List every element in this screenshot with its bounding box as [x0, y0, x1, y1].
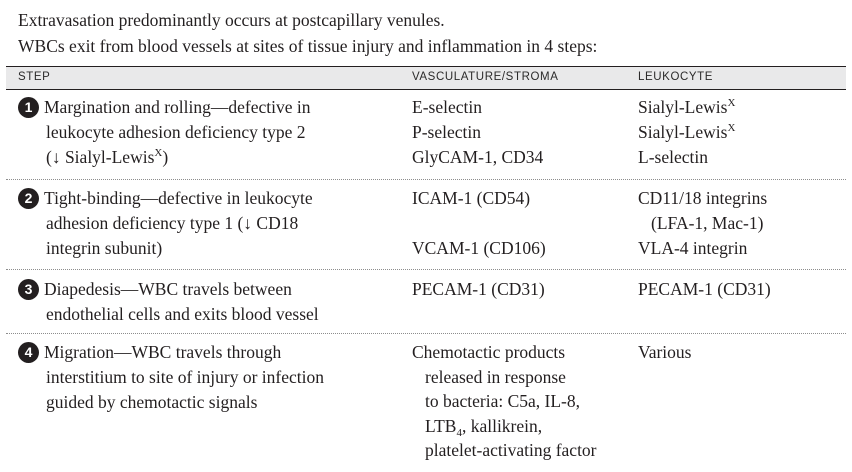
step-text: Migration—WBC travels through: [44, 342, 282, 362]
step-line: [18, 145, 310, 170]
step-line: endothelial cells and exits blood vessel: [46, 304, 319, 324]
step-text: Diapedesis—WBC travels between: [44, 279, 292, 299]
step-line: [18, 95, 310, 120]
leukocyte-item: CD11/18 integrins: [638, 188, 768, 208]
leukocyte-item: [638, 95, 735, 120]
vasculature-item: E-selectin: [412, 97, 482, 117]
vasculature-item: released in response: [425, 366, 566, 387]
vasculature-item: P-selectin: [412, 122, 482, 142]
superscript: X: [727, 122, 736, 134]
leukocyte-item: (LFA-1, Mac-1): [651, 213, 764, 233]
leukocyte-cell: [638, 186, 767, 261]
step-line: [18, 277, 319, 302]
leukocyte-text: Sialyl-Lewis: [638, 122, 728, 142]
step-line: integrin subunit): [46, 238, 163, 258]
header-vasculature: VASCULATURE/STROMA: [412, 71, 559, 83]
row-divider: [6, 179, 846, 180]
step-text: Margination and rolling—defective in: [44, 97, 311, 117]
subscript: 4: [456, 426, 462, 439]
leukocyte-item: PECAM-1 (CD31): [638, 279, 771, 299]
vasculature-item: platelet-activating factor: [425, 440, 597, 460]
leukocyte-item: [638, 120, 735, 145]
leukocyte-text: Sialyl-Lewis: [638, 97, 728, 117]
vasculature-item: Chemotactic products: [412, 342, 566, 362]
header-leukocyte: LEUKOCYTE: [638, 71, 714, 83]
intro-line-2: WBCs exit from blood vessels at sites of tissue injury and inflammation in 4 steps:: [18, 36, 598, 56]
step-text: (↓ Sialyl-Lewis: [46, 147, 155, 167]
leukocyte-item: VLA-4 integrin: [638, 238, 748, 258]
vasculature-item: to bacteria: C5a, IL-8,: [425, 391, 581, 411]
step-line: interstitium to site of injury or infection: [46, 367, 325, 387]
row-divider: [6, 269, 846, 270]
vasculature-item: [412, 414, 597, 439]
step-text: ): [162, 147, 169, 167]
step-cell: [18, 277, 319, 327]
step-line: leukocyte adhesion deficiency type 2: [46, 122, 306, 142]
header-step: STEP: [18, 71, 51, 83]
leukocyte-cell: [638, 277, 771, 302]
step-line: [18, 340, 324, 365]
superscript: X: [727, 97, 736, 109]
step-line: guided by chemotactic signals: [46, 392, 258, 412]
vasculature-text: , kallikrein,: [461, 415, 543, 436]
step-text: Tight-binding—defective in leukocyte: [44, 188, 313, 208]
vasculature-item: PECAM-1 (CD31): [412, 279, 545, 299]
leukocyte-item: L-selectin: [638, 147, 708, 167]
superscript: X: [154, 147, 163, 159]
vasculature-item: VCAM-1 (CD106): [412, 238, 546, 258]
vasculature-cell: [412, 95, 543, 170]
step-cell: [18, 95, 310, 170]
step-number-badge: 4: [18, 342, 39, 363]
vasculature-cell: [412, 186, 546, 261]
table-header: [6, 66, 846, 90]
leukocyte-item: Various: [638, 342, 692, 362]
step-cell: [18, 340, 324, 415]
vasculature-cell: [412, 277, 545, 302]
row-divider: [6, 333, 846, 334]
vasculature-item: GlyCAM-1, CD34: [412, 147, 544, 167]
intro-line-1: Extravasation predominantly occurs at postcapillary venules.: [18, 10, 445, 30]
step-line: adhesion deficiency type 1 (↓ CD18: [46, 213, 299, 233]
step-line: [18, 186, 313, 211]
step-number-badge: 2: [18, 188, 39, 209]
step-number-badge: 1: [18, 97, 39, 118]
step-cell: [18, 186, 313, 261]
leukocyte-cell: [638, 340, 691, 365]
vasculature-item: ICAM-1 (CD54): [412, 188, 531, 208]
leukocyte-cell: [638, 95, 735, 170]
step-number-badge: 3: [18, 279, 39, 300]
vasculature-cell: [412, 340, 597, 463]
vasculature-text: LTB: [425, 415, 457, 436]
